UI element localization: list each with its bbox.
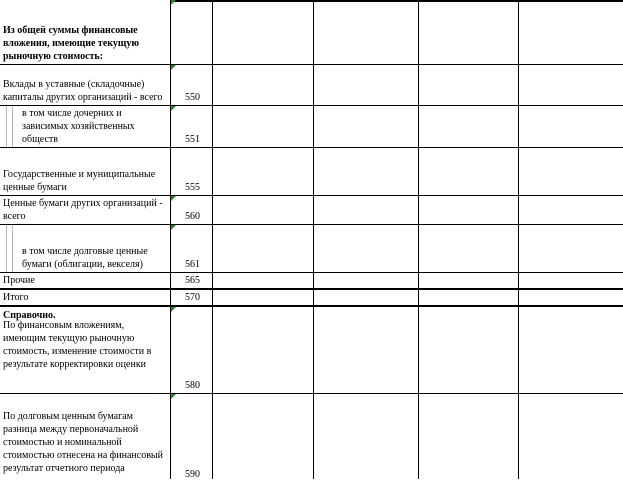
label-cell[interactable] [0, 273, 171, 288]
value-cell[interactable] [519, 290, 623, 305]
label-cell[interactable] [0, 65, 171, 105]
section-heading: Из общей суммы финансовые вложения, имеющие текущую рыночную стоимость: [3, 25, 139, 62]
value-cell[interactable] [519, 394, 623, 479]
value-cell[interactable] [519, 0, 623, 64]
value-cell[interactable] [213, 273, 314, 288]
value-cell[interactable] [519, 148, 623, 195]
row-code: 550 [185, 92, 200, 103]
code-cell[interactable] [171, 0, 213, 64]
value-cell[interactable] [314, 290, 419, 305]
value-cell[interactable] [213, 225, 314, 272]
value-cell[interactable] [213, 290, 314, 305]
value-cell[interactable] [314, 65, 419, 105]
indent-guide [0, 106, 14, 147]
table-row [0, 0, 623, 65]
value-cell[interactable] [419, 290, 519, 305]
value-cell[interactable] [419, 65, 519, 105]
value-cell[interactable] [314, 225, 419, 272]
comment-marker-icon [171, 307, 176, 312]
code-cell[interactable] [171, 148, 213, 195]
value-cell[interactable] [419, 225, 519, 272]
code-cell[interactable] [171, 394, 213, 479]
value-cell[interactable] [419, 273, 519, 288]
value-cell[interactable] [419, 196, 519, 224]
comment-marker-icon [171, 106, 176, 111]
value-cell[interactable] [519, 196, 623, 224]
row-label: Итого [3, 292, 29, 303]
label-cell[interactable] [0, 106, 171, 147]
reference-heading: Справочно. [3, 310, 56, 321]
code-cell[interactable] [171, 225, 213, 272]
value-cell[interactable] [519, 307, 623, 393]
comment-marker-icon [171, 394, 176, 399]
comment-marker-icon [171, 196, 176, 201]
value-cell[interactable] [419, 106, 519, 147]
value-cell[interactable] [419, 394, 519, 479]
code-cell[interactable] [171, 106, 213, 147]
value-cell[interactable] [213, 65, 314, 105]
row-label: Ценные бумаги других организаций - всего [3, 198, 163, 222]
row-label: Вклады в уставные (складочные) капиталы других организаций - всего [3, 79, 163, 103]
value-cell[interactable] [419, 307, 519, 393]
label-cell[interactable] [0, 0, 171, 64]
value-cell[interactable] [314, 196, 419, 224]
value-cell[interactable] [519, 65, 623, 105]
value-cell[interactable] [213, 148, 314, 195]
label-cell[interactable] [0, 394, 171, 479]
value-cell[interactable] [213, 394, 314, 479]
table-row [0, 307, 623, 394]
row-code: 555 [185, 182, 200, 193]
row-label: Государственные и муниципальные ценные бумаги [3, 169, 156, 193]
code-cell[interactable] [171, 290, 213, 305]
label-cell[interactable] [0, 225, 171, 272]
code-cell[interactable] [171, 65, 213, 105]
label-cell[interactable] [0, 148, 171, 195]
row-code: 580 [185, 380, 200, 391]
indent-guide [0, 225, 14, 272]
row-label: По долговым ценным бумагам разница между первоначальной стоимостью и номинальной стоимостью отнесена на финансовый результат отчетного периода [3, 411, 164, 474]
row-label: Прочие [3, 275, 35, 286]
value-cell[interactable] [314, 307, 419, 393]
value-cell[interactable] [519, 225, 623, 272]
code-cell[interactable] [171, 307, 213, 393]
value-cell[interactable] [519, 273, 623, 288]
value-cell[interactable] [519, 106, 623, 147]
value-cell[interactable] [314, 394, 419, 479]
table-row [0, 148, 623, 196]
value-cell[interactable] [419, 0, 519, 64]
value-cell[interactable] [213, 0, 314, 64]
row-code: 590 [185, 469, 200, 480]
row-code: 551 [185, 134, 200, 145]
row-code: 565 [185, 275, 200, 286]
code-cell[interactable] [171, 273, 213, 288]
row-label: в том числе долговые ценные бумаги (облигации, векселя) [22, 246, 148, 270]
table-row [0, 106, 623, 148]
row-code: 570 [185, 292, 200, 303]
comment-marker-icon [171, 0, 176, 5]
table-row [0, 394, 623, 479]
row-code: 561 [185, 259, 200, 270]
value-cell[interactable] [314, 106, 419, 147]
value-cell[interactable] [419, 148, 519, 195]
row-code: 560 [185, 211, 200, 222]
row-label: По финансовым вложениям, имеющим текущую рыночную стоимость, изменение стоимости в результате корректировки оценки [3, 320, 152, 370]
value-cell[interactable] [314, 0, 419, 64]
label-cell[interactable] [0, 290, 171, 305]
value-cell[interactable] [213, 196, 314, 224]
table-row [0, 225, 623, 273]
table-row [0, 65, 623, 106]
table-row [0, 196, 623, 225]
table-row [0, 273, 623, 290]
comment-marker-icon [171, 225, 176, 230]
value-cell[interactable] [314, 148, 419, 195]
comment-marker-icon [171, 65, 176, 70]
table-row [0, 290, 623, 307]
label-cell[interactable] [0, 307, 171, 393]
value-cell[interactable] [213, 307, 314, 393]
code-cell[interactable] [171, 196, 213, 224]
row-label: в том числе дочерних и зависимых хозяйственных обществ [22, 108, 135, 145]
value-cell[interactable] [213, 106, 314, 147]
value-cell[interactable] [314, 273, 419, 288]
label-cell[interactable] [0, 196, 171, 224]
